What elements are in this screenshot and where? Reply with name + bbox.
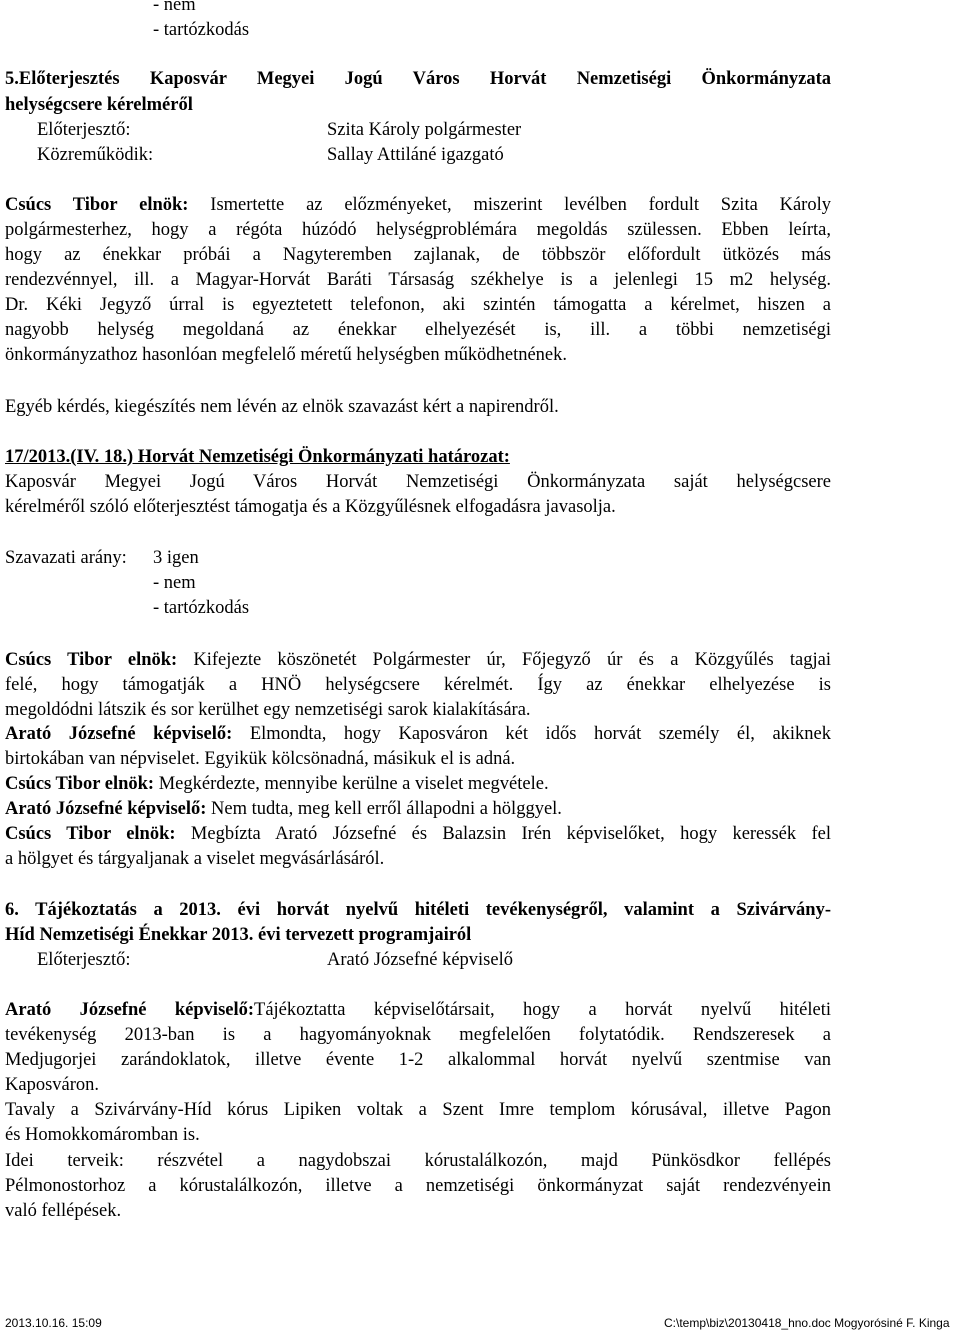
- speaker-label: Csúcs Tibor elnök:: [5, 195, 189, 215]
- footer-path-author: C:\temp\biz\20130418_hno.doc Mogyorósiné F. Kinga: [664, 1316, 950, 1330]
- presenter-label: Előterjesztő:: [37, 120, 131, 140]
- para1-line7: önkormányzathoz hasonlóan megfelelő méretű helységben működhetnének.: [5, 345, 568, 365]
- item5-title-line1: 5.Előterjesztés Kaposvár Megyei Jogú Város Horvát Nemzetiségi Önkormányzata: [5, 69, 831, 89]
- para3-line7: Idei terveik: részvétel a nagydobszai kórustalálkozón, majd Pünkösdkor fellépés: [5, 1151, 831, 1171]
- vote-label: Szavazati arány:: [5, 548, 127, 568]
- para3-line6: és Homokkomáromban is.: [5, 1125, 200, 1145]
- disc-s3: Csúcs Tibor elnök: Megkérdezte, mennyibe kerülne a viselet megvétele.: [5, 774, 549, 794]
- para1-line5: Dr. Kéki Jegyző úrral is egyeztetett telefonon, aki szintén támogatta a kérelmet, hiszen a: [5, 295, 831, 315]
- para3-line2: tevékenység 2013-ban is a hagyományoknak megfelelően folytatódik. Rendszeresek a: [5, 1025, 831, 1045]
- vote-row-yes: [5, 546, 831, 571]
- para3-line9: való fellépések.: [5, 1201, 122, 1221]
- item6-title-line2: Híd Nemzetiségi Énekkar 2013. évi tervezett programjairól: [5, 925, 472, 945]
- disc-s4: Arató Józsefné képviselő: Nem tudta, meg kell erről állapodni a hölggyel.: [5, 799, 562, 819]
- speaker-label: Arató Józsefné képviselő:: [5, 1000, 255, 1020]
- vote-row-abstain: - tartózkodás: [153, 598, 250, 618]
- speaker-label: Arató Józsefné képviselő:: [5, 799, 207, 819]
- item5-presenter-row: [5, 118, 831, 143]
- disc-s5-line2: a hölgyet és tárgyaljanak a viselet megvásárlásáról.: [5, 849, 385, 869]
- presenter-name: Arató Józsefné képviselő: [327, 950, 513, 970]
- disc-s5-line1: Csúcs Tibor elnök: Megbízta Arató Józsefné és Balazsin Irén képviselőket, hogy keressék fel: [5, 824, 831, 844]
- para1-line3: hogy az énekkar próbái a Nagyteremben zajlanak, de többször előfordult ütközés más: [5, 245, 831, 265]
- speaker-label: Csúcs Tibor elnök:: [5, 824, 176, 844]
- para3-line3: Medjugorjei zarándoklatok, illetve évente 1-2 alkalommal horvát nyelvű szentmise van: [5, 1050, 831, 1070]
- vote-row-no: - nem: [153, 573, 196, 593]
- resolution-line1: Kaposvár Megyei Jogú Város Horvát Nemzetiségi Önkormányzata saját helységcsere: [5, 472, 831, 492]
- item6-title-line1: 6. Tájékoztatás a 2013. évi horvát nyelvű hitéleti tevékenységről, valamint a Szivárvány-: [5, 900, 831, 920]
- disc-s1-line3: megoldódni látszik és sor kerülhet egy nemzetiségi sarok kialakítására.: [5, 700, 531, 720]
- vote-yes: 3 igen: [153, 548, 199, 568]
- prev-vote-no: - nem: [153, 0, 196, 15]
- disc-s2-line1: Arató Józsefné képviselő: Elmondta, hogy Kaposváron két idős horvát személy él, akiknek: [5, 724, 832, 744]
- para3-line8: Pélmonostorhoz a kórustalálkozón, illetve a nemzetiségi önkormányzat saját rendezvényein: [5, 1176, 831, 1196]
- presenter-name: Szita Károly polgármester: [327, 120, 522, 140]
- para3-line5: Tavaly a Szivárvány-Híd kórus Lipiken voltak a Szent Imre templom kórusával, illetve Pagon: [5, 1100, 831, 1120]
- speaker-label: Arató Józsefné képviselő:: [5, 724, 233, 744]
- speaker-label: Csúcs Tibor elnök:: [5, 774, 155, 794]
- para3-line1: Arató Józsefné képviselő:Tájékoztatta képviselőtársait, hogy a horvát nyelvű hitéleti: [5, 1000, 831, 1020]
- contributor-label: Közreműködik:: [37, 145, 154, 165]
- contributor-name: Sallay Attiláné igazgató: [327, 145, 504, 165]
- disc-s1-line1: Csúcs Tibor elnök: Kifejezte köszönetét Polgármester úr, Főjegyző úr és a Közgyűlés tagjai: [5, 650, 831, 670]
- item5-title-line2: helységcsere kérelméről: [5, 95, 193, 115]
- resolution-heading: 17/2013.(IV. 18.) Horvát Nemzetiségi Önkormányzati határozat:: [5, 447, 510, 467]
- para1-line6: nagyobb helység megoldaná az énekkar elhelyezését is, ill. a többi nemzetiségi: [5, 320, 831, 340]
- para1-line4: rendezvénnyel, ill. a Magyar-Horvát Baráti Társaság székhelye is a jelenlegi 15 m2 helység.: [5, 270, 831, 290]
- disc-s2-line2: birtokában van népviselet. Egyikük kölcsönadná, másikuk el is adná.: [5, 749, 516, 769]
- para1-line1: Csúcs Tibor elnök: Ismertette az előzményeket, miszerint levélben fordult Szita Károly: [5, 195, 831, 215]
- speaker-label: Csúcs Tibor elnök:: [5, 650, 178, 670]
- item5-contributor-row: [5, 143, 831, 168]
- resolution-line2: kérelméről szóló előterjesztést támogatja és a Közgyűlésnek elfogadásra javasolja.: [5, 497, 616, 517]
- disc-s1-line2: felé, hogy támogatják a HNÖ helységcsere kérelmét. Így az énekkar elhelyezése is: [5, 675, 831, 695]
- prev-vote-abstain: - tartózkodás: [153, 20, 250, 40]
- item6-presenter-row: [5, 948, 831, 973]
- presenter-label: Előterjesztő:: [37, 950, 131, 970]
- para2: Egyéb kérdés, kiegészítés nem lévén az elnök szavazást kért a napirendről.: [5, 397, 559, 417]
- para3-line4: Kaposváron.: [5, 1075, 100, 1095]
- para1-line2: polgármesterhez, hogy a régóta húzódó helységproblémára megoldás szülessen. Ebben leírta,: [5, 220, 831, 240]
- footer-timestamp: 2013.10.16. 15:09: [5, 1316, 102, 1330]
